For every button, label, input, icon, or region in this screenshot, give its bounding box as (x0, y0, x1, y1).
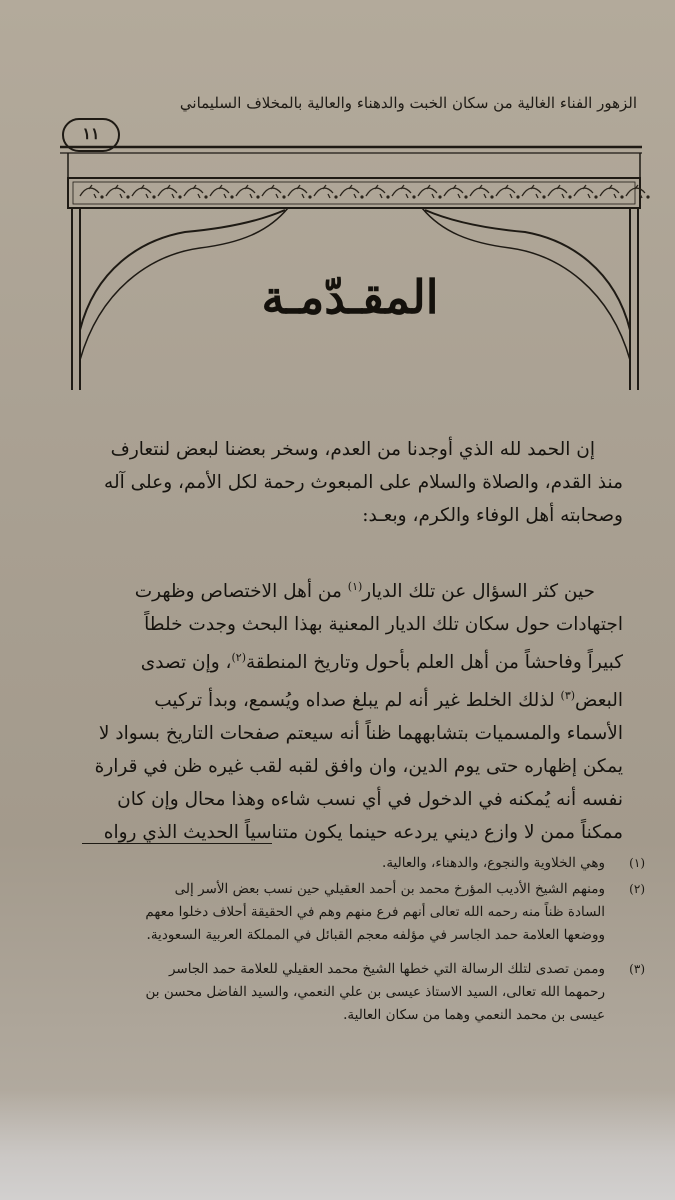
vine-bud (308, 195, 311, 198)
vine-leaf (262, 185, 281, 198)
footnote-line: السادة ظناً منه رحمه الله تعالى أنهم فرع منهم وهم في الحقيقة أحلاف دخلوا معهم (145, 904, 605, 920)
vine-leaf (548, 185, 567, 198)
paragraph-line: يمكن إظهاره حتى يوم الدين، وان وافق لقبه لقب غيره ظن في قرارة (94, 756, 623, 778)
paragraph-line: الأسماء والمسميات بتشابههما ظناً أنه سيعتم صفحات التاريخ بسواد لا (98, 723, 623, 745)
paragraph-line: حين كثر السؤال عن تلك الديار$^{(١)}$ من أهل الاختصاص وظهرت (134, 580, 595, 603)
footnote-line: وهي الخلاوية والنجوع، والدهناء، والعالية. (382, 855, 605, 871)
vine-bud (360, 195, 363, 198)
vine-bud (594, 195, 597, 198)
footnote-ref: (٣) (560, 689, 576, 703)
footnote-line: ووضعها العلامة حمد الجاسر في مؤلفه معجم القبائل في المملكة العربية السعودية. (146, 927, 605, 943)
vine-leaf (574, 185, 593, 198)
footnote-separator (82, 843, 272, 844)
ornamental-frame (0, 0, 675, 420)
footnote-ref: (٢) (231, 651, 247, 665)
vine-leaf (626, 185, 645, 198)
vine-leaf (340, 185, 359, 198)
vine-leaf (366, 185, 385, 198)
intro-paragraph (53, 433, 623, 532)
vine-leaf (184, 185, 203, 198)
vine-bud (646, 195, 649, 198)
vine-bud (516, 195, 519, 198)
vine-bud (100, 195, 103, 198)
vine-bud (464, 195, 467, 198)
vine-leaf (158, 185, 177, 198)
vine-leaf (314, 185, 333, 198)
paragraph-line: وصحابته أهل الوفاء والكرم، وبعـد: (362, 505, 623, 526)
page-shadow (0, 1090, 675, 1200)
vine-bud (542, 195, 545, 198)
footnote-number: (١) (629, 856, 645, 870)
footnote-number: (٣) (629, 962, 645, 976)
vine-bud (204, 195, 207, 198)
footnote-line: رحمهما الله تعالى، السيد الاستاذ عيسى بن علي النعمي، والسيد الفاضل محسن بن (145, 984, 605, 1000)
vine-bud (126, 195, 129, 198)
vine-bud (568, 195, 571, 198)
vine-leaf (132, 185, 151, 198)
body-paragraph (53, 570, 623, 849)
vine-bud (412, 195, 415, 198)
paragraph-line: إن الحمد لله الذي أوجدنا من العدم، وسخر بعضنا لبعض لنتعارف (110, 439, 595, 460)
footnote-2 (55, 878, 645, 947)
footnote-line: وممن تصدى لتلك الرسالة التي خطها الشيخ محمد العقيلي للعلامة حمد الجاسر (168, 961, 605, 977)
vine-leaf (288, 185, 307, 198)
paragraph-line: ممكناً ممن لا وازع ديني يردعه حينما يكون متناسياً الحديث الذي رواه (103, 822, 623, 844)
vine-bud (256, 195, 259, 198)
footnote-number: (٢) (629, 882, 645, 896)
vine-leaf (522, 185, 541, 198)
vine-bud (334, 195, 337, 198)
vine-leaf (236, 185, 255, 198)
paragraph-line: منذ القدم، والصلاة والسلام على المبعوث رحمة لكل الأمم، وعلى آله (104, 472, 623, 493)
vine-leaf (106, 185, 125, 198)
vine-bud (230, 195, 233, 198)
vine-leaf (496, 185, 515, 198)
page-number: ١١ (62, 118, 120, 152)
vine-bud (620, 195, 623, 198)
ornament-band (68, 178, 640, 208)
paragraph-line: البعض$^{(٣)}$ لذلك الخلط غير أنه لم يبلغ صداه ويُسمع، وبدأ تركيب (154, 689, 623, 712)
running-header-title: الزهور الفناء الغالية من سكان الخبت والدهناء والعالية بالمخلاف السليماني (179, 94, 637, 112)
paragraph-line: اجتهادات حول سكان تلك الديار المعنية بهذا البحث وجدت خلطاً (144, 614, 623, 636)
vine-leaf (470, 185, 489, 198)
paragraph-line: نفسه أنه يُمكنه في الدخول في أي نسب شاءه وهذا محال وإن كان (117, 789, 623, 811)
vine-bud (178, 195, 181, 198)
vine-leaf (418, 185, 437, 198)
vine-bud (152, 195, 155, 198)
vine-leaf (392, 185, 411, 198)
vine-leaf (80, 185, 99, 198)
footnote-line: ومنهم الشيخ الأديب المؤرخ محمد بن أحمد العقيلي حين نسب بعض الأسر إلى (174, 881, 605, 897)
vine-bud (438, 195, 441, 198)
section-title: المقـدّمـة (261, 270, 439, 324)
footnote-ref: (١) (347, 580, 363, 593)
footnote-1 (55, 852, 645, 875)
footnote-3 (55, 958, 645, 1027)
vine-bud (386, 195, 389, 198)
footnote-line: عيسى بن محمد النعمي وهما من سكان العالية. (343, 1007, 605, 1023)
paragraph-line: كبيراً وفاحشاً من أهل العلم بأحول وتاريخ المنطقة$^{(٢)}$، وإن تصدى (140, 651, 623, 674)
vine-ornament (80, 185, 650, 199)
vine-leaf (210, 185, 229, 198)
vine-leaf (600, 185, 619, 198)
vine-bud (282, 195, 285, 198)
vine-bud (490, 195, 493, 198)
vine-leaf (444, 185, 463, 198)
